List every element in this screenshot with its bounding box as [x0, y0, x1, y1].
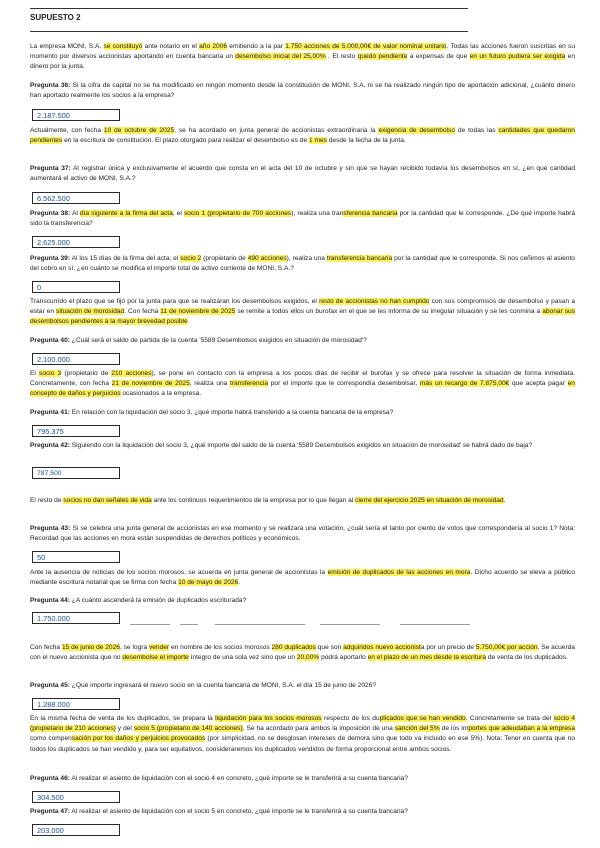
- text-run: desde la fecha de la junta.: [326, 137, 406, 145]
- text-run: (propietario de: [201, 255, 248, 262]
- highlighted-text: 20,00%: [296, 654, 320, 662]
- text-run: , el: [172, 210, 184, 217]
- question-label: Pregunta 45:: [30, 682, 70, 689]
- text-run: . Todas las acciones fueron suscritas en su momento por diversos accionistas aportando en cuenta bancaria un: [30, 43, 575, 61]
- answer-36-field[interactable]: 2.187.500: [32, 109, 120, 121]
- text-run: íntegro de una sola vez sino que un: [188, 654, 297, 662]
- text-run: .: [503, 497, 506, 504]
- paragraph-cierre: [30, 496, 575, 506]
- section-title: SUPUESTO 2: [30, 13, 81, 22]
- paragraph-morosidad: [30, 297, 575, 328]
- highlighted-text: socio 1 (propietario de 700 acciones: [183, 210, 292, 217]
- question-label: Pregunta 40:: [30, 337, 70, 344]
- separator-dash: [130, 624, 170, 625]
- highlighted-text: más un recargo de 7.875,00€: [419, 380, 510, 388]
- text-run: Si se celebra una junta general de accionistas en ese momento y se realizara una votación, ¿cuál sería el tanto por ciento de votos que correspondería al socio 1? Nota: Recordad que las acciones en mora están suspendidas de derechos políticos y económicos.: [30, 525, 575, 543]
- highlighted-text: día siguiente a la firma del acta: [79, 210, 173, 217]
- highlighted-text: sferencia bancaria: [343, 210, 398, 217]
- text-run: por la cantidad que le corresponde. Si nos ceñimos al asiento del cobro en sí, ¿en cuánto se modifica el importe total de activo corriente de MONI, S.A.?: [30, 255, 575, 273]
- question-36: [30, 81, 575, 101]
- question-label: Pregunta 47:: [30, 808, 70, 815]
- highlighted-text: socio 4 (propietario de 210 acciones): [30, 715, 575, 733]
- question-label: Pregunta 39:: [30, 255, 71, 262]
- answer-38-field[interactable]: 2.625.000: [32, 236, 120, 248]
- highlighted-text: 11 de noviembre de 2025: [160, 308, 236, 316]
- highlighted-text: liquidación para los socios morosos: [215, 715, 322, 722]
- highlighted-text: en un futuro pudiera ser exigida: [469, 53, 566, 61]
- question-41: [30, 408, 575, 418]
- highlighted-text: socio 3: [39, 370, 62, 377]
- title-rule: [30, 31, 468, 32]
- text-run: . Se ha acordado para ambos la imposición de una: [242, 725, 395, 733]
- question-40: [30, 336, 575, 346]
- highlighted-text: en concepto de daños y perjuicios: [30, 380, 575, 398]
- text-run: .: [238, 579, 241, 587]
- text-run: se remite a todos ellos un burofax en el que se les informa de su irregular situación y se les conmina a: [235, 308, 543, 316]
- text-run: El: [30, 370, 40, 377]
- answer-41-field[interactable]: 795.375: [32, 425, 120, 437]
- text-run: como compen: [30, 735, 72, 743]
- text-run: , se logra: [119, 644, 149, 651]
- paragraph-liquidacion: [30, 714, 575, 755]
- text-run: (propietario de: [61, 370, 112, 377]
- text-run: Al realizar el asiento de liquidación con el socio 4 en concreto, ¿qué importe se le transferirá a su cuenta bancaria?: [69, 775, 408, 782]
- answer-46-field[interactable]: 304.500: [32, 791, 120, 803]
- text-run: ), realiza una: [286, 255, 327, 262]
- text-run: La empresa MONI, S.A.: [30, 43, 104, 50]
- text-run: . Se acuerda con el nuevo accionista que no: [30, 644, 575, 662]
- highlighted-text: 10 de octubre de 2025: [103, 127, 175, 134]
- question-label: Pregunta 46:: [30, 775, 70, 782]
- question-label: Pregunta 41:: [30, 409, 70, 416]
- highlighted-text: se constituyó: [103, 43, 143, 50]
- text-run: Si la cifra de capital no se ha modificado en ningún momento desde la constitución de MONI, S.A. ni se ha realizado ningún tipo de aportación adicional, ¿cuánto dinero han aportado realmente los socios a la empresa?: [30, 82, 575, 100]
- text-run: . Concretamente se trata del: [465, 715, 554, 722]
- separator-dash: [180, 624, 198, 625]
- text-run: , realiza una: [189, 380, 230, 388]
- highlighted-text: cierre del ejercicio 2025 en situación de morosidad: [355, 497, 504, 504]
- question-label: Pregunta 44:: [30, 597, 70, 604]
- highlighted-text: 280 duplicados: [271, 644, 316, 651]
- intro-paragraph: [30, 42, 575, 73]
- question-label: Pregunta 43:: [30, 525, 71, 532]
- highlighted-text: quedó pendiente: [357, 53, 408, 61]
- text-run: . El resto: [325, 53, 358, 61]
- question-45: [30, 681, 575, 691]
- highlighted-text: sación por los daños y perjuicios provocados: [71, 735, 206, 743]
- text-run: respecto de los du: [321, 715, 380, 722]
- highlighted-text: sanción del 5%: [394, 725, 440, 733]
- question-43: [30, 524, 575, 544]
- text-run: ¿A cuánto ascenderá la emisión de duplicados escriturada?: [69, 597, 247, 604]
- text-run: ocasionados a la empresa.: [120, 390, 202, 398]
- highlighted-text: en el plazo de un mes desde la escritura: [367, 654, 487, 662]
- text-run: En la misma fecha de venta de los duplicados, se prepara la: [30, 715, 216, 722]
- text-run: en dinero por la junta.: [30, 53, 575, 71]
- text-run: de todas las: [455, 127, 499, 134]
- highlighted-text: portes que adeudaban a la empresa: [468, 725, 575, 733]
- text-run: ), realiza una tran: [291, 210, 344, 217]
- text-run: a por un precio de: [420, 644, 476, 651]
- text-run: en nombre de los socios morosos: [169, 644, 272, 651]
- text-run: con sus compromisos de desembolso y pasan a estar en: [30, 298, 575, 316]
- separator-dash: [400, 624, 470, 625]
- question-label: Pregunta 37:: [30, 165, 71, 172]
- text-run: ¿Cuál será el saldo de partida de la cuenta '5589 Desembolsos exigidos en situación de morosidad'?: [69, 337, 367, 344]
- highlighted-text: 1.750 acciones de 5.000,00€ de valor nominal unitario: [285, 43, 447, 50]
- question-44: [30, 596, 575, 606]
- highlighted-text: resto de accionistas no han cumplido: [319, 298, 430, 305]
- highlighted-text: 21 de noviembre de 2025: [111, 380, 190, 388]
- highlighted-text: desembolse el importe: [122, 654, 189, 662]
- answer-39-field[interactable]: 0: [32, 281, 120, 293]
- paragraph-duplicados: [30, 568, 575, 588]
- highlighted-text: exigencia de desembolso: [378, 127, 455, 134]
- text-run: Ante la ausencia de noticias de los socios morosos, se acuerda en junta general de accionistas la: [30, 569, 328, 576]
- separator-dash: [215, 624, 305, 625]
- answer-45-field[interactable]: 1.288.000: [32, 698, 120, 710]
- highlighted-text: desembolso inicial del 25,00%: [235, 53, 326, 61]
- answer-40-field[interactable]: 2.100.000: [32, 353, 120, 365]
- text-run: Transcurrido el plazo que se fijó por la junta para que se realizaran los desembolsos exigidos, el: [30, 298, 320, 305]
- highlighted-text: transferencia: [229, 380, 269, 388]
- highlighted-text: cantidades que quedaron pendientes: [30, 127, 575, 145]
- text-run: en la escritura de constitución. El plazo otorgado para realizar el desembolso es de: [62, 137, 309, 145]
- question-37: [30, 164, 575, 184]
- text-run: de los im: [439, 725, 469, 733]
- text-run: y del: [115, 725, 134, 733]
- question-label: Pregunta 42:: [30, 442, 70, 449]
- text-run: . Dicho acuerdo se eleva a público mediante escritura notarial que se firma con fecha: [30, 569, 575, 587]
- highlighted-text: situación de morosidad: [56, 308, 125, 316]
- highlighted-text: 490 acciones: [247, 255, 287, 262]
- highlighted-text: socio 2: [180, 255, 202, 262]
- answer-43-field[interactable]: 50: [32, 551, 120, 563]
- text-run: Al: [70, 210, 80, 217]
- paragraph-exigencia: [30, 126, 575, 146]
- highlighted-text: 1 mes: [308, 137, 327, 145]
- highlighted-text: socios no dan señales de vida: [63, 497, 152, 504]
- answer-47-field[interactable]: 203.000: [32, 824, 120, 836]
- highlighted-text: vender: [148, 644, 170, 651]
- paragraph-socio-3: [30, 369, 575, 400]
- text-run: El resto de: [30, 497, 64, 504]
- text-run: emitiendo a la par: [227, 43, 286, 50]
- highlighted-text: 15 de junio de 2026: [61, 644, 120, 651]
- highlighted-text: año 2006: [199, 43, 228, 50]
- highlighted-text: 210 acciones: [111, 370, 152, 377]
- highlighted-text: 5.750,00€ por acción: [475, 644, 538, 651]
- question-label: Pregunta 38:: [30, 210, 71, 217]
- highlighted-text: plicados que se han vendido: [379, 715, 466, 722]
- text-run: ante notario en el: [142, 43, 200, 50]
- question-46: [30, 774, 575, 784]
- text-run: que son: [315, 644, 344, 651]
- text-run: podrá aportarlo: [319, 654, 368, 662]
- text-run: ), se pone en contacto con la empresa a los pocos días de recibir el burofax y se ofrece para resolver la situación de forma inmediata. Concretamente, con fecha: [30, 370, 575, 388]
- question-47: [30, 807, 575, 817]
- top-rule: [30, 8, 468, 9]
- text-run: por la cantidad que le corresponde. ¿De qué importe habrá sido la transferencia?: [30, 210, 575, 228]
- answer-42-field[interactable]: 787.500: [32, 467, 120, 479]
- text-run: ante los continuos requerimientos de la empresa por lo que llegan al: [151, 497, 356, 504]
- answer-37-field[interactable]: 6.562.500: [32, 192, 120, 204]
- text-run: Al los 15 días de la firma del acta, el: [70, 255, 181, 262]
- text-run: Al realizar el asiento de liquidación con el socio 5 en concreto, ¿qué importe se le transferirá a su cuenta bancaria?: [69, 808, 408, 815]
- text-run: , se ha acordado en junta general de accionistas extraordinaria la: [174, 127, 379, 134]
- text-run: (por simplicidad, no se desglosan intereses de demora sino que todo va incluido en ese 5%). Nota: Tener en cuenta que no todos los duplicados se han vendido y, para ser equitativos, consideraremos los duplicados vendidos de forma proporcional entre ambos socios.: [30, 735, 576, 753]
- text-run: por el importe que le correspondía desembolsar,: [268, 380, 420, 388]
- highlighted-text: 10 de mayo de 2026: [178, 579, 239, 587]
- text-run: que acepta pagar: [509, 380, 568, 388]
- text-run: . Con fecha: [124, 308, 161, 316]
- text-run: Con fecha: [30, 644, 62, 651]
- question-38: [30, 209, 575, 229]
- text-run: Actualmente, con fecha: [30, 127, 104, 134]
- text-run: Al registrar única y exclusivamente el acuerdo que consta en el acta del 10 de octubre y sin que se hayan recibido todavía los desembolsos en sí, ¿en qué cantidad aumentará el activo de MONI, S.A.?: [30, 165, 575, 183]
- separator-dash: [320, 624, 380, 625]
- text-run: En relación con la liquidación del socio 3, ¿qué importe habrá transferido a la cuenta bancaria de la empresa?: [69, 409, 394, 416]
- highlighted-text: adquiridos nuevo accionist: [343, 644, 421, 651]
- answer-44-field[interactable]: 1.750.000: [32, 612, 120, 624]
- paragraph-venta: [30, 643, 575, 663]
- question-42: [30, 441, 575, 451]
- text-run: Siguiendo con la liquidación del socio 3, ¿qué importe del saldo de la cuenta '5589 Desembolsos exigidos en situación de morosidad' se habrá dado de baja?: [69, 442, 533, 449]
- highlighted-text: socio 5 (propietario de 140 acciones): [133, 725, 243, 733]
- text-run: ¿Qué importe ingresará el nuevo socio en la cuenta bancaria de MONI, S.A. el día 15 de junio de 2026?: [69, 682, 377, 689]
- text-run: de venta de los duplicados.: [486, 654, 568, 662]
- question-39: [30, 254, 575, 274]
- text-run: a expensas de que: [407, 53, 470, 61]
- highlighted-text: emisión de duplicados de las acciones en mora: [327, 569, 471, 576]
- highlighted-text: transferencia bancaria: [326, 255, 393, 262]
- highlighted-text: abonar sus desembolsos pendientes a la mayor brevedad posible: [30, 308, 575, 326]
- question-label: Pregunta 36:: [30, 82, 71, 89]
